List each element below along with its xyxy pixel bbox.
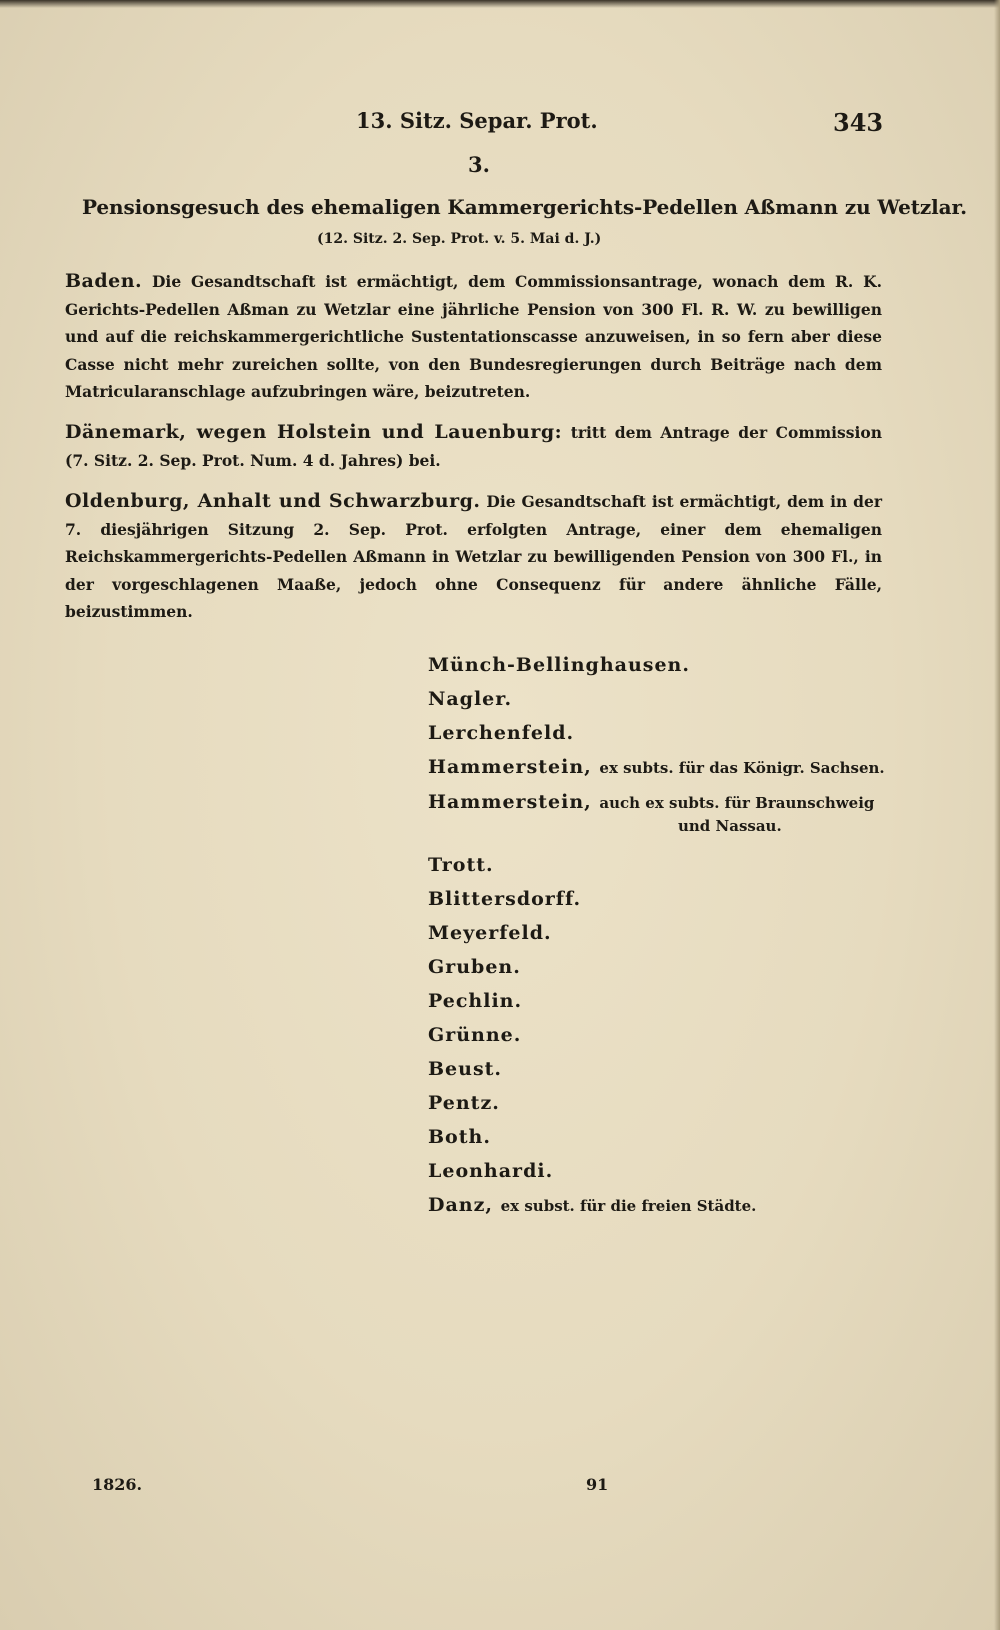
- running-head: 13. Sitz. Separ. Prot.: [356, 108, 598, 133]
- signatory-name: Pechlin.: [428, 990, 523, 1012]
- signatory: [428, 984, 885, 1018]
- signatory-note-continued: und Nassau.: [678, 817, 782, 835]
- footer-year: 1826.: [92, 1475, 143, 1494]
- signatory: [428, 1154, 885, 1188]
- signatory-note: ex subts. für das Königr. Sachsen.: [599, 759, 885, 777]
- paragraph-text: tritt dem Antrage der Commission (7. Sitz. 2. Sep. Prot. Num. 4 d. Jahres) bei.: [65, 423, 882, 470]
- signatory-name: Gruben.: [428, 956, 521, 978]
- page-number: 343: [833, 108, 884, 137]
- page-top-shadow: [0, 0, 1000, 8]
- signatory-note: auch ex subts. für Braunschweig: [599, 794, 875, 812]
- paragraph-text: Die Gesandtschaft ist ermächtigt, dem Commissionsantrage, wonach dem R. K. Gerichts-Pedellen Aßman zu Wetzlar eine jährliche Pension von 300 Fl. R. W. zu bewilligen und auf die reichskammergerichtliche Sustentationscasse anzuweisen, in so fern aber diese Casse nicht mehr zureichen sollte, von den Bundesregierungen durch Beiträge nach dem Matricularanschlage aufzubringen wäre, beizutreten.: [65, 272, 882, 401]
- signatory-name: Grünne.: [428, 1024, 522, 1046]
- signatory: [428, 648, 885, 682]
- signatory-name: Lerchenfeld.: [428, 722, 575, 744]
- signatory: [428, 1120, 885, 1154]
- signatory-name: Meyerfeld.: [428, 922, 552, 944]
- signatory-name: Pentz.: [428, 1092, 500, 1114]
- paragraph-oldenburg: [65, 488, 882, 626]
- footer-signature-mark: 91: [586, 1475, 609, 1494]
- signatory: [428, 785, 885, 838]
- signatory-name: Hammerstein,: [428, 791, 592, 813]
- section-number: 3.: [468, 152, 490, 177]
- signatory-name: Hammerstein,: [428, 756, 592, 778]
- paragraph-baden: [65, 268, 882, 406]
- signatory-name: Blittersdorff.: [428, 888, 582, 910]
- signatory-name: Nagler.: [428, 688, 513, 710]
- paragraph-lead: Baden.: [65, 270, 143, 292]
- paragraph-text: Die Gesandtschaft ist ermächtigt, dem in der 7. diesjährigen Sitzung 2. Sep. Prot. erfolgten Antrage, einer dem ehemaligen Reichskammergerichts-Pedellen Aßmann in Wetzlar zu bewilligenden Pension von 300 Fl., in der vorgeschlagenen Maaße, jedoch ohne Consequenz für andere ähnliche Fälle, beizustimmen.: [65, 492, 882, 621]
- signatory-name: Leonhardi.: [428, 1160, 554, 1182]
- signatory: [428, 1086, 885, 1120]
- paragraph-lead: Dänemark, wegen Holstein und Lauenburg:: [65, 421, 563, 443]
- section-title: Pensionsgesuch des ehemaligen Kammergerichts-Pedellen Aßmann zu Wetzlar.: [82, 195, 967, 219]
- signatory: [428, 1188, 885, 1223]
- signatory-list: [428, 648, 885, 1223]
- signatory: [428, 1052, 885, 1086]
- signatory: [428, 716, 885, 750]
- signatory-name: Münch-Bellinghausen.: [428, 654, 690, 676]
- signatory: [428, 750, 885, 785]
- signatory: [428, 882, 885, 916]
- paragraph-daenemark: [65, 419, 882, 474]
- signatory-name: Danz,: [428, 1194, 494, 1216]
- section-reference: (12. Sitz. 2. Sep. Prot. v. 5. Mai d. J.): [317, 231, 602, 247]
- page-right-shadow: [994, 0, 1000, 1630]
- signatory-note: ex subst. für die freien Städte.: [500, 1197, 757, 1215]
- signatory: [428, 916, 885, 950]
- paragraph-lead: Oldenburg, Anhalt und Schwarzburg.: [65, 490, 481, 512]
- signatory-name: Both.: [428, 1126, 491, 1148]
- signatory-name: Trott.: [428, 854, 494, 876]
- signatory: [428, 950, 885, 984]
- signatory: [428, 1018, 885, 1052]
- signatory-name: Beust.: [428, 1058, 503, 1080]
- signatory: [428, 848, 885, 882]
- signatory: [428, 682, 885, 716]
